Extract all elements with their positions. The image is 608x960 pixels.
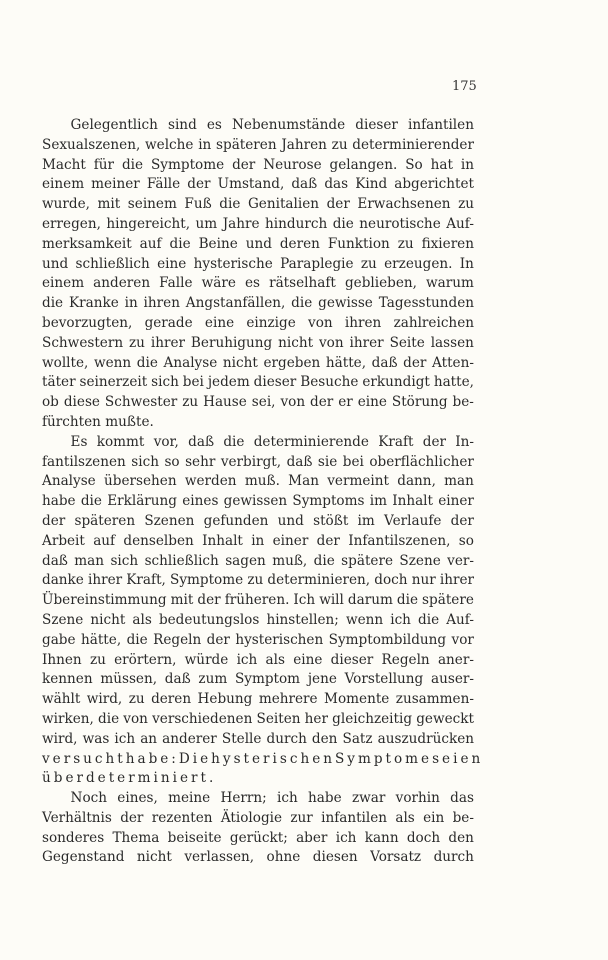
text-line: täter seinerzeit sich bei jedem dieser Besuche erkundigt hatte,	[42, 374, 474, 391]
text-line: daß man sich schließlich sagen muß, die spätere Szene ver-	[42, 552, 474, 569]
text-line: Szene nicht als bedeutungslos hinstellen; wenn ich die Auf-	[42, 611, 474, 628]
text-line: fürchten mußte.	[42, 413, 154, 430]
text-line: bevorzugten, gerade eine einzige von ihren zahlreichen	[42, 314, 474, 331]
text-line: gabe hätte, die Regeln der hysterischen Symptombildung vor	[42, 631, 474, 648]
text-line: Schwestern zu ihrer Beruhigung nicht von ihrer Seite lassen	[42, 334, 474, 351]
text-line: sonderes Thema beiseite gerückt; aber ich kann doch den	[42, 829, 474, 846]
page-number: 175	[452, 79, 477, 94]
text-line: Gelegentlich sind es Nebenumstände dieser infantilen	[70, 117, 474, 133]
text-line: wählt wird, zu deren Hebung mehrere Momente zusammen-	[42, 691, 474, 708]
text-line: die Kranke in ihren Angstanfällen, die gewisse Tagesstunden	[42, 295, 474, 312]
text-line: und schließlich eine hysterische Paraplegie zu erzeugen. In	[42, 255, 474, 272]
text-line: merksamkeit auf die Beine und deren Funktion zu fixieren	[42, 235, 474, 252]
text-line: der späteren Szenen gefunden und stößt im Verlaufe der	[42, 512, 474, 529]
text-line: Verhältnis der rezenten Ätiologie zur infantilen als ein be-	[42, 809, 474, 826]
text-line: Noch eines, meine Herrn; ich habe zwar vorhin das	[70, 790, 474, 807]
text-line: erregen, hingereicht, um Jahre hindurch die neurotische Auf-	[42, 215, 474, 232]
text-line: Analyse übersehen werden muß. Man vermeint dann, man	[42, 473, 474, 490]
text-line: wollte, wenn die Analyse nicht ergeben hätte, daß der Atten-	[42, 354, 474, 371]
text-line: fantilszenen sich so sehr verbirgt, daß sie bei oberflächlicher	[42, 453, 474, 470]
text-line: versucht habe: Die hysterischen Symptome seien	[42, 750, 484, 767]
text-line: Übereinstimmung mit der früheren. Ich will darum die spätere	[42, 592, 474, 609]
text-line: Ihnen zu erörtern, würde ich als eine dieser Regeln aner-	[42, 651, 474, 668]
text-line: wirken, die von verschiedenen Seiten her gleichzeitig geweckt	[42, 710, 474, 727]
text-line: einem meiner Fälle der Umstand, daß das Kind abgerichtet	[42, 176, 474, 193]
text-line: wird, was ich an anderer Stelle durch den Satz auszudrücken	[42, 730, 474, 747]
text-line: einem anderen Falle wäre es rätselhaft geblieben, warum	[42, 275, 474, 292]
paragraph	[42, 116, 474, 433]
text-line: überdeterminiert.	[42, 770, 217, 787]
text-line: kennen müssen, daß zum Symptom jene Vorstellung auser-	[42, 671, 474, 688]
text-line: Sexualszenen, welche in späteren Jahren zu determinierender	[42, 136, 474, 153]
text-line: wurde, mit seinem Fuß die Genitalien der Erwachsenen zu	[42, 196, 474, 213]
text-line: ob diese Schwester zu Hause sei, von der er eine Störung be-	[42, 394, 474, 411]
body-text	[42, 116, 484, 868]
text-line: Macht für die Symptome der Neurose gelangen. So hat in	[42, 156, 474, 173]
text-line: Gegenstand nicht verlassen, ohne diesen Vorsatz durch	[42, 849, 474, 866]
text-line: Arbeit auf denselben Inhalt in einer der Infantilszenen, so	[42, 532, 474, 549]
text-line: Es kommt vor, daß die determinierende Kraft der In-	[70, 433, 474, 450]
text-line: danke ihrer Kraft, Symptome zu determinieren, doch nur ihrer	[42, 572, 474, 589]
text-line: habe die Erklärung eines gewissen Symptoms im Inhalt einer	[42, 493, 474, 510]
paragraph	[42, 433, 484, 789]
paragraph	[42, 789, 474, 868]
